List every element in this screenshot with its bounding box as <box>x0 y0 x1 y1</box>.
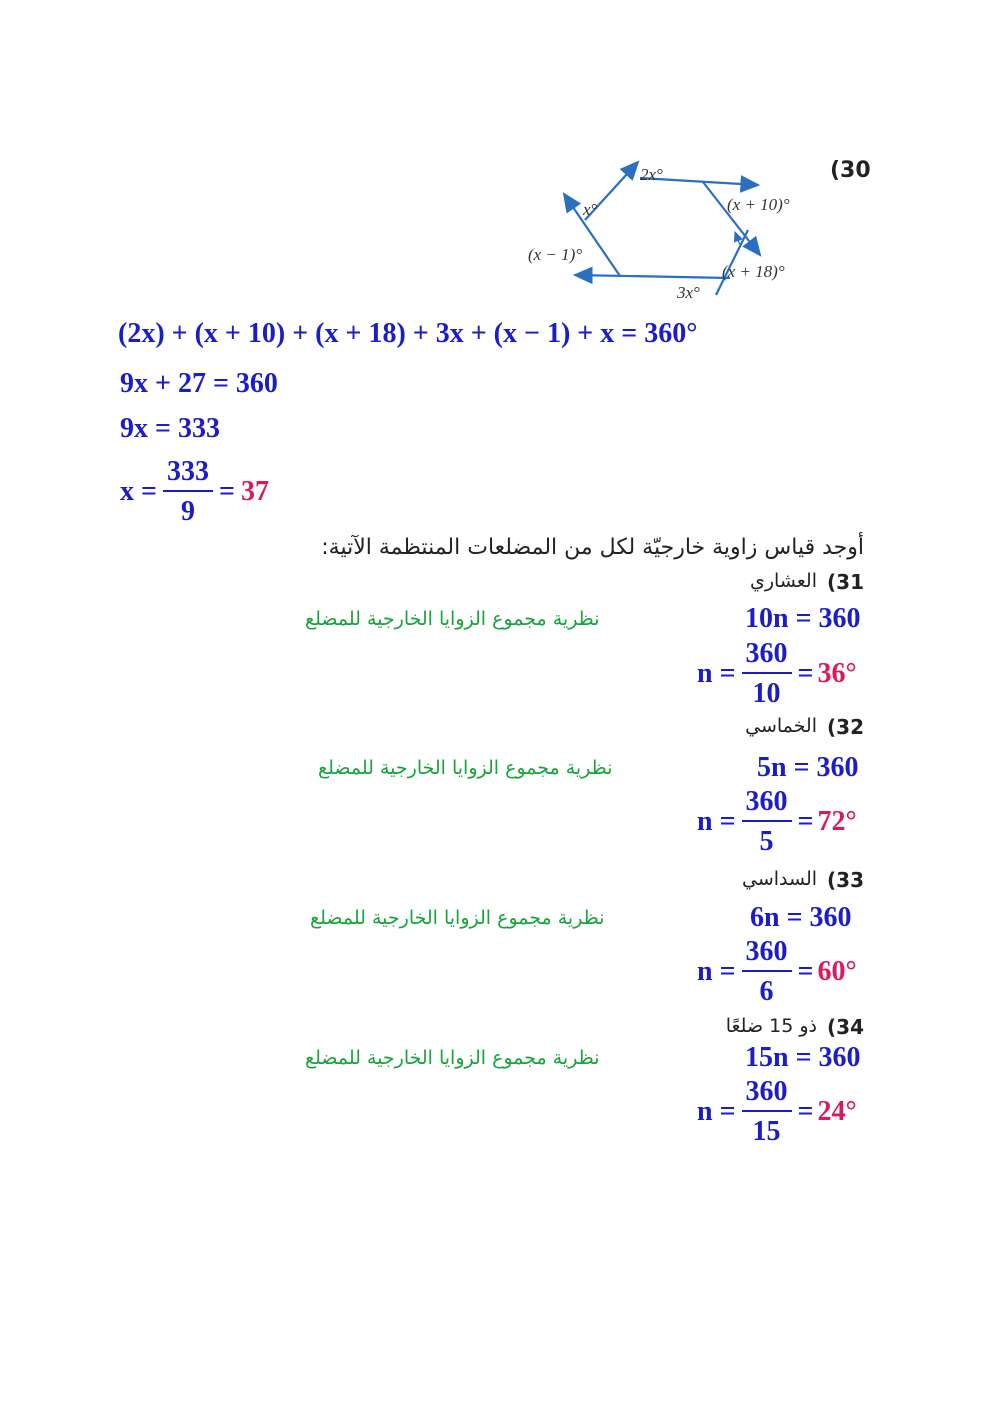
equation-34: 15n = 360 <box>745 1042 861 1073</box>
problem-number: 33) <box>827 868 864 892</box>
result-value: 36° <box>817 658 857 689</box>
numerator: 360 <box>742 1078 792 1112</box>
result-value: 24° <box>817 1096 857 1127</box>
denominator: 10 <box>752 678 781 709</box>
fraction <box>163 458 213 526</box>
problem-31-header <box>750 570 864 594</box>
problem-32-header <box>745 715 864 739</box>
label-3x: 3x° <box>677 283 700 302</box>
equation-32: 5n = 360 <box>757 752 859 783</box>
numerator: 333 <box>163 458 213 492</box>
solution-33 <box>697 938 857 1006</box>
equals-sign: = <box>797 806 814 837</box>
denominator: 6 <box>759 976 774 1007</box>
problem-number: 31) <box>827 570 864 594</box>
polygon-name: ذو 15 ضلعًا <box>725 1015 818 1037</box>
label-2x: 2x° <box>640 165 663 184</box>
hexagon-side-bottom <box>575 275 730 278</box>
label-x-minus-1: (x − 1)° <box>528 245 583 264</box>
solution-32 <box>697 788 857 856</box>
fraction <box>742 938 792 1006</box>
denominator: 15 <box>752 1116 781 1147</box>
theorem-note-34: نظرية مجموع الزوايا الخارجية للمضلع <box>305 1047 600 1069</box>
problem-number: 34) <box>827 1015 864 1039</box>
fraction <box>742 1078 792 1146</box>
equals-sign: = <box>218 476 235 507</box>
theorem-note-32: نظرية مجموع الزوايا الخارجية للمضلع <box>318 757 613 779</box>
equation-31: 10n = 360 <box>745 603 861 634</box>
equation-33: 6n = 360 <box>750 902 852 933</box>
equals-sign: = <box>797 658 814 689</box>
solution-34 <box>697 1078 857 1146</box>
denominator: 9 <box>180 496 195 527</box>
label-x-plus-10: (x + 10)° <box>727 195 790 214</box>
result-value: 72° <box>817 806 857 837</box>
solution-30-line-4 <box>120 458 269 526</box>
solution-30-line-2: 9x + 27 = 360 <box>120 368 278 399</box>
equals-sign: = <box>797 956 814 987</box>
problem-34-header <box>726 1015 864 1039</box>
solution-30-line-1: (2x) + (x + 10) + (x + 18) + 3x + (x − 1) + x = 360° <box>118 318 698 349</box>
problem-number: 32) <box>827 715 864 739</box>
label-x: x° <box>583 200 598 219</box>
polygon-name: الخماسي <box>745 715 818 737</box>
lhs: n = <box>697 1096 736 1127</box>
solution-31 <box>697 640 857 708</box>
instruction-heading: أوجد قياس زاوية خارجيّة لكل من المضلعات المنتظمة الآتية: <box>321 535 864 560</box>
fraction <box>742 640 792 708</box>
label-x-plus-18: (x + 18)° <box>722 262 785 281</box>
angle-pointer-arrow <box>735 232 740 245</box>
result-value: 37 <box>240 476 269 507</box>
lhs: x = <box>120 476 157 507</box>
problem-33-header <box>742 868 864 892</box>
equals-sign: = <box>797 1096 814 1127</box>
numerator: 360 <box>742 788 792 822</box>
polygon-name: السداسي <box>741 868 818 890</box>
numerator: 360 <box>742 640 792 674</box>
polygon-name: العشاري <box>749 570 818 592</box>
fraction <box>742 788 792 856</box>
solution-30-line-3: 9x = 333 <box>120 413 220 444</box>
theorem-note-31: نظرية مجموع الزوايا الخارجية للمضلع <box>305 608 600 630</box>
hexagon-side-upper-right <box>703 182 760 255</box>
theorem-note-33: نظرية مجموع الزوايا الخارجية للمضلع <box>310 907 605 929</box>
denominator: 5 <box>759 826 774 857</box>
lhs: n = <box>697 956 736 987</box>
problem-number-30: (30 <box>830 158 871 183</box>
result-value: 60° <box>817 956 857 987</box>
lhs: n = <box>697 806 736 837</box>
lhs: n = <box>697 658 736 689</box>
numerator: 360 <box>742 938 792 972</box>
